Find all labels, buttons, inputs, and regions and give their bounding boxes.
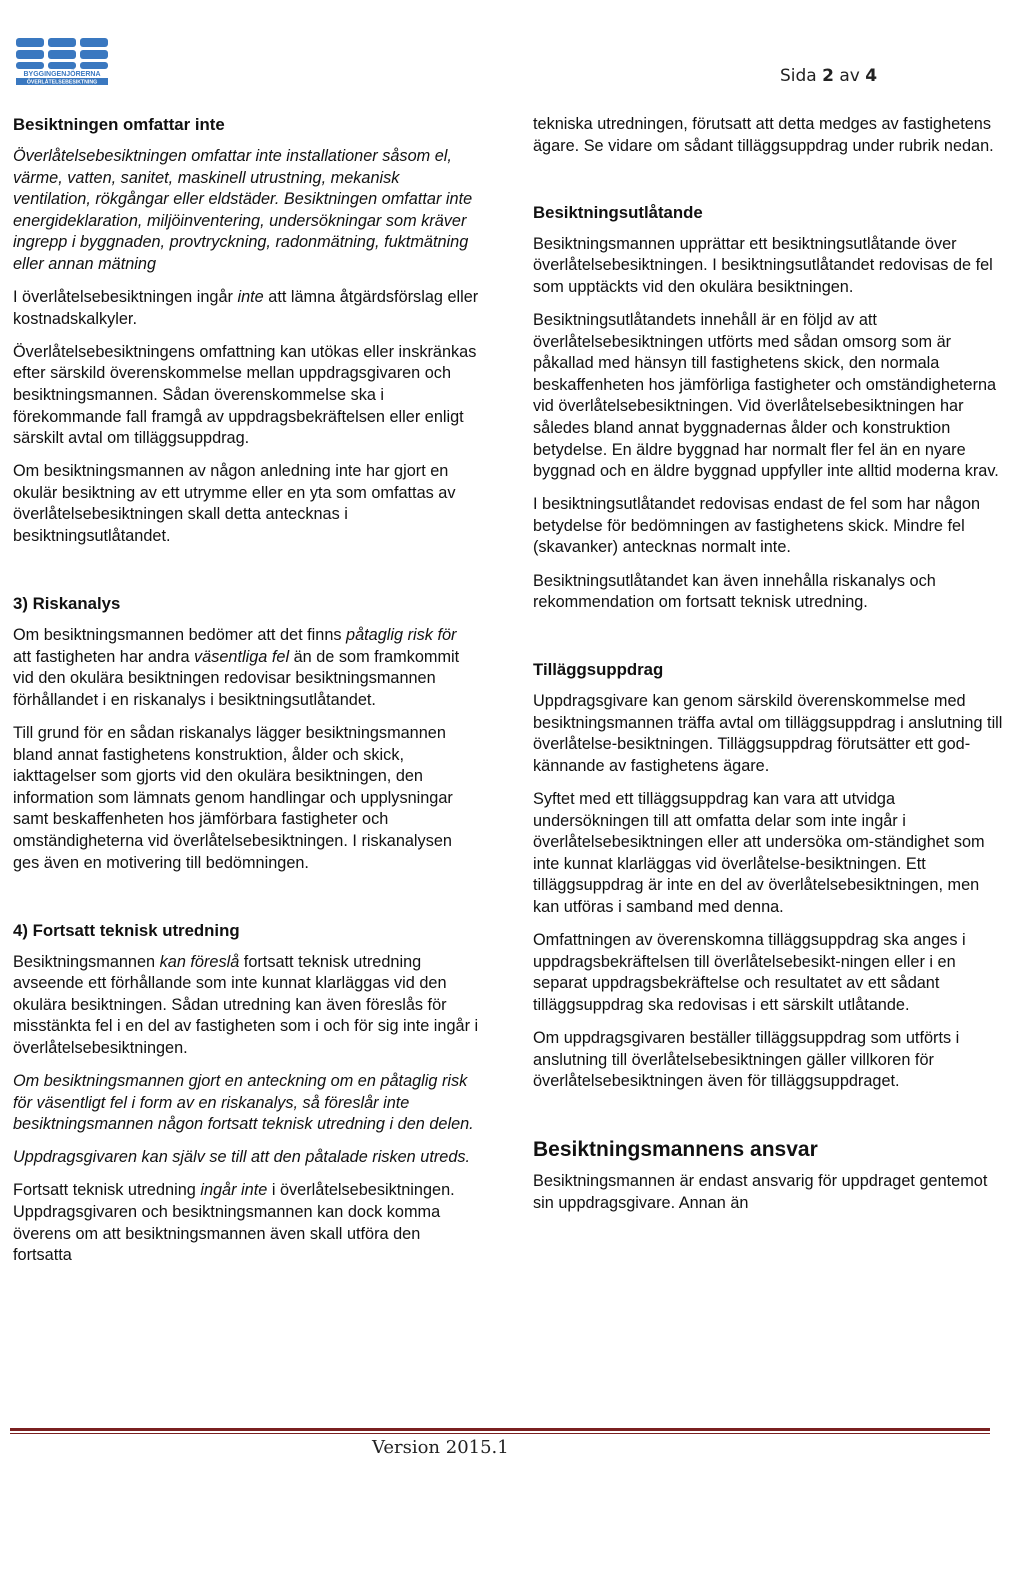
paragraph-further-4: Fortsatt teknisk utredning ingår inte i överlåtelsebesiktningen. Uppdragsgivaren och besiktningsmannen kan dock komma överens om att besiktningsmannen även skall utföra den fortsatta [13, 1181, 455, 1265]
logo-text-2: ÖVERLÅTELSEBESIKTNING [26, 79, 98, 86]
page-current: 2 [822, 66, 834, 86]
heading-further-investigation: 4) Fortsatt teknisk utredning [13, 920, 240, 940]
footer-rule-thick [10, 1428, 990, 1431]
paragraph-report-2: Besiktningsutlåtandets innehåll är en följd av att överlåtelsebesiktningen utförts med sådan omsorg som är påkallad med hänsyn till fastighetens skick, den normala beskaffenheten hos jämförliga fastigheter och omständigheterna vid överlåtelsebesiktningen. Vid överlåtelsebesiktningen har således bland annat byggnadernas ålder och konstruktion betydelse. En äldre byggnad har normalt fler fel än en nyare byggnad och en äldre byggnad uppfyller inte alltid moderna krav. [533, 310, 999, 481]
paragraph-further-3: Uppdragsgivaren kan själv se till att den påtalade risken utreds. [13, 1148, 471, 1167]
footer-rule-thin [10, 1433, 990, 1434]
heading-liability: Besiktningsmannens ansvar [533, 1138, 818, 1162]
paragraph-risk-2: Till grund för en sådan riskanalys lägger besiktningsmannen bland annat fastighetens konstruktion, ålder och skick, iakttagelser som gjorts vid den okulära besiktningen, den information som lämnats genom handlingar och upplysningar samt beskaffenheten hos jämförbara fastigheter och omständigheterna vid överlåtelsebesiktningen. I riskanalysen ges även en motivering till bedömningen. [13, 723, 453, 872]
paragraph-additional-1: Uppdragsgivare kan genom särskild överenskommelse med besiktningsmannen träffa avtal om tilläggsuppdrag i anslutning till överlåtelse-besiktningen. Tilläggsuppdrag förutsätter ett god-kännande av fastighetens ägare. [533, 692, 1003, 775]
version-label: Version 2015.1 [372, 1437, 509, 1458]
paragraph-exclusions: Överlåtelsebesiktningen omfattar inte installationer såsom el, värme, vatten, sanitet, maskinell utrustning, mekanisk ventilation, rökgångar eller eldstäder. Besiktningen omfattar inte energideklaration, miljöinventering, undersökningar som kräver ingrepp i byggnaden, provtryckning, radonmätning, fuktmätning eller annan mätning [13, 147, 473, 273]
left-column [13, 114, 479, 1278]
paragraph-continued: tekniska utredningen, förutsatt att detta medges av fastighetens ägare. Se vidare om sådant tilläggsuppdrag under rubrik nedan. [533, 115, 994, 155]
heading-additional-assignment: Tilläggsuppdrag [533, 660, 664, 680]
paragraph-additional-4: Om uppdragsgivaren beställer tilläggsuppdrag som utförts i anslutning till överlåtelsebesiktningen gäller villkoren för överlåtelsebesiktningen även för tilläggsuppdraget. [533, 1029, 960, 1091]
paragraph-liability: Besiktningsmannen är endast ansvarig för uppdraget gentemot sin uppdragsgivare. Annan än [533, 1172, 988, 1212]
right-column [533, 114, 1003, 1226]
sbr-logo [14, 36, 110, 86]
paragraph-further-2: Om besiktningsmannen gjort en anteckning om en påtaglig risk för väsentligt fel i form av en riskanalys, så föreslår inte besiktningsmannen någon fortsatt teknisk utredning i den delen. [13, 1072, 474, 1134]
paragraph-scope-change: Överlåtelsebesiktningens omfattning kan utökas eller inskränkas efter särskild överenskommelse mellan uppdragsgivaren och besiktningsmannen. Sådan överenskommelse ska i förekommande fall framgå av uppdragsbekräftelsen eller enligt särskilt avtal om tilläggsuppdrag. [13, 342, 477, 448]
page-total: 4 [865, 66, 878, 86]
page-sep: av [833, 66, 866, 86]
paragraph-risk-1: Om besiktningsmannen bedömer att det finns påtaglig risk för att fastigheten har andra väsentliga fel än de som framkommit vid den okulära besiktningen redovisar besiktningsmannen förhållandet i en riskanalys i besiktningsutlåtandet. [13, 626, 460, 709]
paragraph-report-3: I besiktningsutlåtandet redovisas endast de fel som har någon betydelse för bedömningen av fastighetens skick. Mindre fel (skavanker) antecknas normalt inte. [533, 495, 981, 557]
heading-report: Besiktningsutlåtande [533, 202, 703, 222]
heading-exclusions: Besiktningen omfattar inte [13, 115, 225, 134]
paragraph-no-proposals: I överlåtelsebesiktningen ingår inte att lämna åtgärdsförslag eller kostnadskalkyler. [13, 288, 479, 328]
paragraph-report-4: Besiktningsutlåtandet kan även innehålla riskanalys och rekommendation om fortsatt teknisk utredning. [533, 571, 936, 612]
paragraph-further-1: Besiktningsmannen kan föreslå fortsatt teknisk utredning avseende ett förhållande som inte kunnat klarläggas vid den okulära besiktningen. Sådan utredning kan även föreslås för misstänkta fel i en del av fastigheten som i och för sig inte ingår i överlåtelsebesiktningen. [13, 952, 479, 1057]
paragraph-report-1: Besiktningsmannen upprättar ett besiktningsutlåtande över överlåtelsebesiktningen. I besiktningsutlåtandet redovisas de fel som upptäckts vid den okulära besiktningen. [533, 234, 993, 296]
paragraph-additional-3: Omfattningen av överenskomna tilläggsuppdrag ska anges i uppdragsbekräftelsen till överlåtelsebesikt-ningen eller i en separat uppdragsbekräftelse och resultatet av ett sådant tilläggsuppdrag ska redovisas i ett särskilt utlåtande. [533, 931, 966, 1014]
page-number [780, 66, 877, 86]
logo-text-1: BYGGINGENJÖRERNA [23, 71, 101, 78]
page-prefix: Sida [780, 66, 823, 86]
paragraph-additional-2: Syftet med ett tilläggsuppdrag kan vara att utvidga undersökningen till att omfatta delar som inte ingår i överlåtelsebesiktningen eller att undersöka om-ständighet som inte kunnat klarläggas vid överlåtelse-besiktningen. Ett tilläggsuppdrag är inte en del av överlåtelsebesiktningen, men kan utföras i samband med denna. [533, 790, 985, 917]
heading-risk-analysis: 3) Riskanalys [13, 594, 121, 614]
paragraph-not-inspected: Om besiktningsmannen av någon anledning inte har gjort en okulär besiktning av ett utrymme eller en yta som omfattas av överlåtelsebesiktningen skall detta antecknas i besiktningsutlåtandet. [13, 462, 456, 545]
